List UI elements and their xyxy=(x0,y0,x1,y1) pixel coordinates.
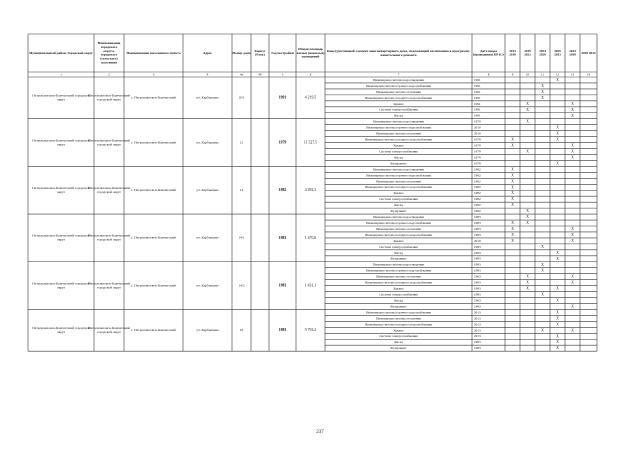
area-cell: 1 431,1 xyxy=(304,283,317,288)
date-cell: 1983 xyxy=(474,280,481,285)
area-cell: 4 292,5 xyxy=(304,188,317,193)
period-mark: X xyxy=(571,155,574,160)
period-mark: X xyxy=(526,274,529,279)
element-cell: Инженерная система отопления xyxy=(376,316,421,321)
date-cell: 1979 xyxy=(474,161,481,166)
period-mark: X xyxy=(571,149,574,154)
period-mark: X xyxy=(556,322,559,327)
header-y3: 2024 2028 xyxy=(539,48,546,57)
element-cell: Фасад xyxy=(394,340,403,345)
period-mark: X xyxy=(556,286,559,291)
date-cell: 1991 xyxy=(474,77,481,82)
district-cell: Петропавловск-Камчатский городской округ xyxy=(32,186,90,195)
column-number: 1 xyxy=(60,72,62,77)
year-cell: 1983 xyxy=(278,283,287,288)
element-cell: Система электроснабжения xyxy=(379,107,418,112)
column-number: 5 xyxy=(281,72,284,77)
period-mark: X xyxy=(526,101,529,106)
column-number: 4а xyxy=(239,72,244,77)
period-mark: X xyxy=(556,340,559,345)
period-mark: X xyxy=(571,101,574,106)
date-cell: 2013 xyxy=(474,322,481,327)
header-y1: 2014 2018 xyxy=(509,48,516,57)
period-mark: X xyxy=(511,232,514,237)
period-mark: X xyxy=(541,328,544,333)
header-y2: 2019 2023 xyxy=(524,48,531,57)
element-cell: Инженерная система холодного водоснабжения xyxy=(365,95,432,100)
period-mark: X xyxy=(526,149,529,154)
district-cell: Петропавловск-Камчатский городской округ xyxy=(32,138,90,147)
date-cell: 1983 xyxy=(474,298,481,303)
date-cell: 1979 xyxy=(474,119,481,124)
period-mark: X xyxy=(571,232,574,237)
date-cell: 1983 xyxy=(474,346,481,351)
element-cell: Инженерная система водоотведения xyxy=(373,262,424,267)
house-cell: 16 xyxy=(239,328,244,333)
municipality-cell: Петропавловск-Камчатский городской округ xyxy=(88,233,130,242)
element-cell: Фасад xyxy=(394,155,403,160)
element-cell: Фасад xyxy=(394,113,403,118)
element-cell: Инженерная система горячего водоснабжения xyxy=(366,268,431,273)
period-mark: X xyxy=(511,173,514,178)
municipality-cell: Петропавловск-Камчатский городской округ xyxy=(88,281,130,290)
date-cell: 2013 xyxy=(474,328,481,333)
area-cell: 4 219,5 xyxy=(304,95,317,100)
locality-cell: г. Петропавловск-Камчатский xyxy=(131,235,176,240)
date-cell: 2013 xyxy=(474,310,481,315)
date-cell: 1991 xyxy=(474,113,481,118)
date-cell: 1983 xyxy=(474,286,481,291)
municipality-cell: Петропавловск-Камчатский городской округ xyxy=(88,326,130,335)
date-cell: 2010 xyxy=(474,238,481,243)
date-cell: 1982 xyxy=(474,197,481,202)
header-c0: Муниципальный район, Городской округ xyxy=(29,50,93,55)
element-cell: Фасад xyxy=(394,203,403,208)
period-mark: X xyxy=(511,191,514,196)
column-number: 8 xyxy=(487,72,490,77)
period-mark: X xyxy=(571,280,574,285)
element-cell: Система электроснабжения xyxy=(379,197,418,202)
house-cell: 14/1 xyxy=(238,235,245,240)
element-cell: Крыша xyxy=(393,101,404,106)
header-c3: Адрес xyxy=(202,50,213,55)
period-mark: X xyxy=(541,89,544,94)
district-cell: Петропавловск-Камчатский городской округ xyxy=(32,326,90,335)
period-mark: X xyxy=(571,274,574,279)
header-c4: Номер дома xyxy=(232,50,251,55)
date-cell: 1983 xyxy=(474,274,481,279)
period-mark: X xyxy=(541,268,544,273)
element-cell: Фундамент xyxy=(390,209,407,214)
period-mark: X xyxy=(526,286,529,291)
date-cell: 1983 xyxy=(474,340,481,345)
element-cell: Крыша xyxy=(393,328,404,333)
period-mark: X xyxy=(556,316,559,321)
period-mark: X xyxy=(556,137,559,142)
period-mark: X xyxy=(556,250,559,255)
period-mark: X xyxy=(511,203,514,208)
element-cell: Инженерная система горячего водоснабжения xyxy=(366,83,431,88)
period-mark: X xyxy=(556,78,559,83)
header-y6: 2039 2043 xyxy=(581,50,596,55)
period-mark: X xyxy=(571,304,574,309)
column-number: 3 xyxy=(152,72,155,77)
element-cell: Крыша xyxy=(393,143,404,148)
period-mark: X xyxy=(526,209,529,214)
period-mark: X xyxy=(571,328,574,333)
element-cell: Инженерная система водоотведения xyxy=(373,119,424,124)
date-cell: 1983 xyxy=(474,215,481,220)
period-mark: X xyxy=(571,113,574,118)
house-cell: 10/1 xyxy=(238,95,245,100)
period-mark: X xyxy=(571,227,574,232)
column-number: 2 xyxy=(108,72,110,77)
period-mark: X xyxy=(541,83,544,88)
element-cell: Инженерная система отопления xyxy=(376,89,421,94)
period-mark: X xyxy=(526,221,529,226)
element-cell: Инженерная система горячего водоснабжения xyxy=(366,220,431,225)
period-mark: X xyxy=(511,227,514,232)
district-cell: Петропавловск-Камчатский городской округ xyxy=(32,233,90,242)
house-cell: 14/2 xyxy=(238,283,245,288)
column-number: 9 xyxy=(511,72,514,77)
header-y4: 2029 2033 xyxy=(554,48,561,57)
header-c6: Год постройки xyxy=(271,50,294,55)
element-cell: Инженерная система водоотведения xyxy=(373,215,424,220)
element-cell: Система электроснабжения xyxy=(379,149,418,154)
year-cell: 1982 xyxy=(278,188,287,193)
date-cell: 1983 xyxy=(474,262,481,267)
period-mark: X xyxy=(556,310,559,315)
column-number: 7 xyxy=(397,72,400,77)
element-cell: Инженерная система водоотведения xyxy=(373,167,424,172)
column-number: 4б xyxy=(258,72,262,77)
date-cell: 2013 xyxy=(474,334,481,339)
element-cell: Инженерная система холодного водоснабжения xyxy=(365,322,432,327)
year-cell: 1979 xyxy=(278,140,287,145)
period-mark: X xyxy=(556,298,559,303)
period-mark: X xyxy=(571,107,574,112)
element-cell: Система электроснабжения xyxy=(379,244,418,249)
column-number: 6 xyxy=(309,72,312,77)
element-cell: Инженерная система отопления xyxy=(376,179,421,184)
date-cell: 1979 xyxy=(474,149,481,154)
element-cell: Инженерная система холодного водоснабжения xyxy=(365,280,432,285)
column-number: 14 xyxy=(586,72,591,77)
district-cell: Петропавловск-Камчатский городской округ xyxy=(32,93,90,102)
house-cell: 14 xyxy=(239,188,244,193)
area-cell: 1 470,6 xyxy=(304,235,317,240)
period-mark: X xyxy=(556,346,559,351)
locality-cell: г. Петропавловск-Камчатский xyxy=(131,95,176,100)
period-mark: X xyxy=(511,197,514,202)
date-cell: 1982 xyxy=(474,191,481,196)
period-mark: X xyxy=(526,280,529,285)
locality-cell: г. Петропавловск-Камчатский xyxy=(131,140,176,145)
element-cell: Инженерная система холодного водоснабжения xyxy=(365,185,432,190)
header-c5: Корпус (блок) xyxy=(254,48,266,57)
header-c1: Наименование городского округа, городского (сельского) поселения xyxy=(97,41,121,65)
period-mark: X xyxy=(511,238,514,243)
district-cell: Петропавловск-Камчатский городской округ xyxy=(32,281,90,290)
element-cell: Фундамент xyxy=(390,256,407,261)
period-mark: X xyxy=(556,125,559,130)
municipality-cell: Петропавловск-Камчатский городской округ xyxy=(88,138,130,147)
date-cell: 1991 xyxy=(474,101,481,106)
period-mark: X xyxy=(511,185,514,190)
date-cell: 2010 xyxy=(474,131,481,136)
date-cell: 1991 xyxy=(474,83,481,88)
element-cell: Инженерная система холодного водоснабжения xyxy=(365,232,432,237)
period-mark: X xyxy=(526,215,529,220)
date-cell: 1983 xyxy=(474,256,481,261)
element-cell: Инженерная система горячего водоснабжения xyxy=(366,310,431,315)
date-cell: 1979 xyxy=(474,143,481,148)
period-mark: X xyxy=(571,143,574,148)
municipality-cell: Петропавловск-Камчатский городской округ xyxy=(88,93,130,102)
date-cell: 1983 xyxy=(474,220,481,225)
date-cell: 1982 xyxy=(474,185,481,190)
element-cell: Инженерная система горячего водоснабжения xyxy=(366,125,431,130)
date-cell: 1982 xyxy=(474,203,481,208)
street-cell: ул. Карбышева xyxy=(196,140,219,145)
period-mark: X xyxy=(511,179,514,184)
element-cell: Крыша xyxy=(393,191,404,196)
header-c7: Общая площадь жилых (нежилых) помещений xyxy=(296,46,325,59)
date-cell: 2010 xyxy=(474,125,481,130)
period-mark: X xyxy=(571,238,574,243)
element-cell: Фундамент xyxy=(390,346,407,351)
year-cell: 1983 xyxy=(278,328,287,333)
column-number: 4 xyxy=(206,72,209,77)
element-cell: Фасад xyxy=(394,298,403,303)
street-cell: ул. Карбышева xyxy=(196,283,219,288)
locality-cell: г. Петропавловск-Камчатский xyxy=(131,188,176,193)
element-cell: Крыша xyxy=(393,238,404,243)
period-mark: X xyxy=(556,131,559,136)
column-number: 10 xyxy=(525,72,530,77)
date-cell: 1982 xyxy=(474,167,481,172)
date-cell: 2013 xyxy=(474,316,481,321)
period-mark: X xyxy=(556,161,559,166)
column-number: 12 xyxy=(555,72,560,77)
element-cell: Крыша xyxy=(393,286,404,291)
element-cell: Инженерная система горячего водоснабжения xyxy=(366,173,431,178)
column-number: 13 xyxy=(570,72,575,77)
date-cell: 1983 xyxy=(474,244,481,249)
element-cell: Фасад xyxy=(394,250,403,255)
date-cell: 1983 xyxy=(474,268,481,273)
period-mark: X xyxy=(511,143,514,148)
period-mark: X xyxy=(556,334,559,339)
element-cell: Система электроснабжения xyxy=(379,292,418,297)
header-c9: Дата ввода (проведения) КР КЭ xyxy=(473,48,504,57)
element-cell: Система электроснабжения xyxy=(379,334,418,339)
street-cell: ул. Карбышева xyxy=(196,235,219,240)
area-cell: 9 793,2 xyxy=(304,328,317,333)
house-cell: 12 xyxy=(239,140,244,145)
period-mark: X xyxy=(526,107,529,112)
date-cell: 1983 xyxy=(474,250,481,255)
element-cell: Инженерная система водоотведения xyxy=(373,77,424,82)
column-number: 11 xyxy=(540,72,545,77)
date-cell: 1991 xyxy=(474,107,481,112)
date-cell: 1979 xyxy=(474,155,481,160)
period-mark: X xyxy=(511,221,514,226)
period-mark: X xyxy=(556,256,559,261)
period-mark: X xyxy=(511,137,514,142)
period-mark: X xyxy=(541,292,544,297)
period-mark: X xyxy=(511,167,514,172)
element-cell: Фундамент xyxy=(390,161,407,166)
street-cell: ул. Карбышева xyxy=(196,95,219,100)
date-cell: 1982 xyxy=(474,179,481,184)
header-c2: Наименование населенного пункта xyxy=(126,50,181,55)
date-cell: 1983 xyxy=(474,232,481,237)
date-cell: 1982 xyxy=(474,173,481,178)
date-cell: 1982 xyxy=(474,209,481,214)
period-mark: X xyxy=(526,119,529,124)
date-cell: 1991 xyxy=(474,89,481,94)
element-cell: Инженерная система отопления xyxy=(376,226,421,231)
locality-cell: г. Петропавловск-Камчатский xyxy=(131,283,176,288)
municipality-cell: Петропавловск-Камчатский городской округ xyxy=(88,186,130,195)
element-cell: Инженерная система холодного водоснабжения xyxy=(365,137,432,142)
element-cell: Инженерная система отопления xyxy=(376,274,421,279)
page-number: 237 xyxy=(316,430,324,435)
year-cell: 1991 xyxy=(278,95,287,100)
header-y5: 2034 2038 xyxy=(569,48,576,57)
element-cell: Фундамент xyxy=(390,304,407,309)
date-cell: 1983 xyxy=(474,304,481,309)
date-cell: 1983 xyxy=(474,292,481,297)
locality-cell: г. Петропавловск-Камчатский xyxy=(131,328,176,333)
period-mark: X xyxy=(541,262,544,267)
header-c8: Конструктивный элемент многоквартирного дома, подлежащий включению в программу капитального ремонта xyxy=(327,48,470,57)
street-cell: ул. Карбышева xyxy=(196,328,219,333)
period-mark: X xyxy=(541,95,544,100)
date-cell: 1979 xyxy=(474,137,481,142)
element-cell: Инженерная система отопления xyxy=(376,131,421,136)
year-cell: 1983 xyxy=(278,235,287,240)
area-cell: 11 527,5 xyxy=(303,140,318,145)
date-cell: 1983 xyxy=(474,226,481,231)
street-cell: ул. Карбышева xyxy=(196,188,219,193)
period-mark: X xyxy=(541,244,544,249)
date-cell: 1991 xyxy=(474,95,481,100)
